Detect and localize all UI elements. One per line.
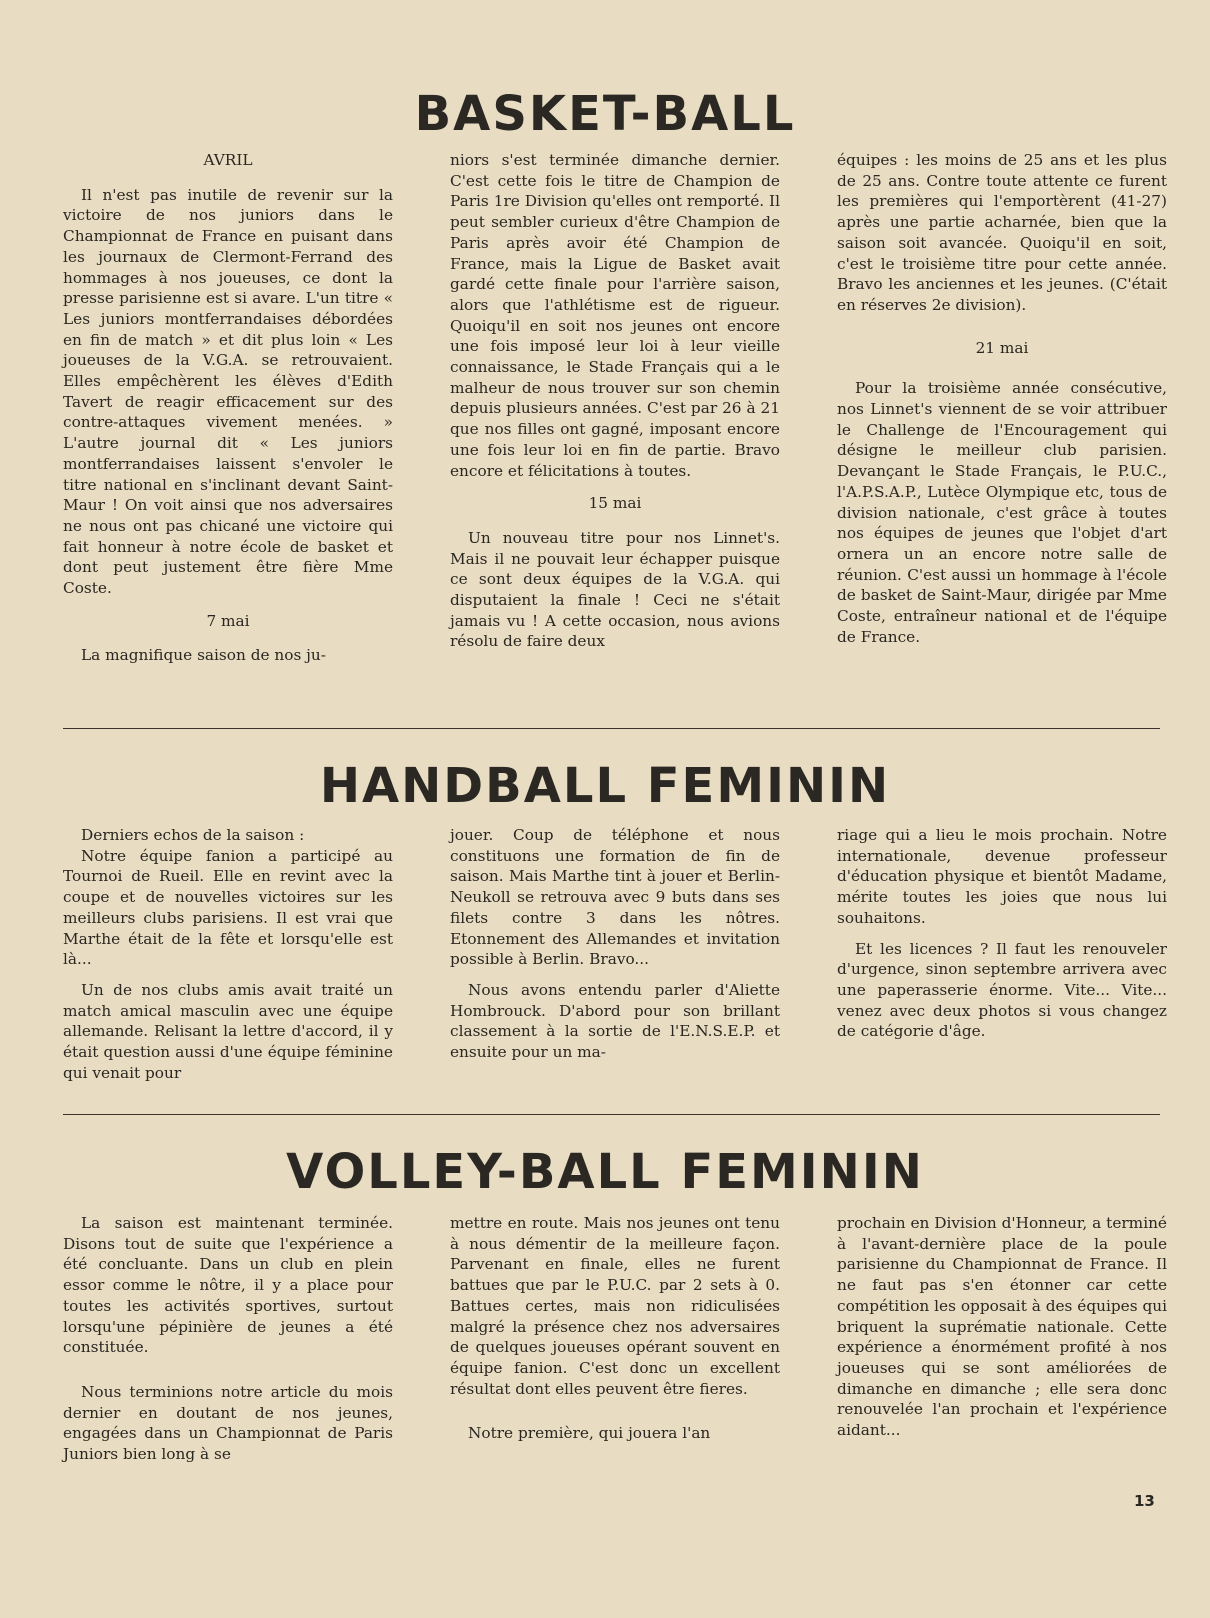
handball-heading: HANDBALL FEMININ xyxy=(319,758,891,814)
basketball-column-3 xyxy=(837,150,1167,666)
section-divider xyxy=(63,728,1160,729)
basketball-heading: BASKET-BALL xyxy=(414,86,796,142)
paragraph: mettre en route. Mais nos jeunes ont tenu à nous démentir de la meilleure façon. Parvenant en finale, elles ne furent battues que par le P.U.C. par 2 sets à 0. Battues certes, mais non ridiculisées malgré la présence chez nos adversaires de quelques joueuses opérant souvent en équipe fanion. C'est donc un excellent résultat dont elles peuvent être fieres. xyxy=(450,1214,780,1398)
handball-column-2 xyxy=(450,825,780,1083)
paragraph: niors s'est terminée dimanche dernier. C'est cette fois le titre de Champion de Paris 1re Division qu'elles ont remporté. Il peut sembler curieux d'être Champion de Paris après avoir été Champion de France, mais la Ligue de Basket avait gardé cette finale pour l'arrière saison, alors que l'athlétisme est de rigueur. Quoiqu'il en soit nos jeunes ont encore une fois imposé leur loi à leur vieille connaissance, le Stade Français qui a le malheur de nous trouver sur son chemin depuis plusieurs années. C'est par 26 à 21 que nos filles ont gagné, imposant encore une fois leur loi en fin de partie. Bravo encore et félicitations à toutes. xyxy=(450,151,780,480)
paragraph: Il n'est pas inutile de revenir sur la victoire de nos juniors dans le Championnat de France en puisant dans les journaux de Clermont-Ferrand des hommages à nos joueuses, ce dont la presse parisienne est si avare. L'un titre « Les juniors montferrandaises débordées en fin de match » et dit plus loin « Les joueuses de la V.G.A. se retrouvaient. Elles empêchèrent les élèves d'Edith Tavert de reagir efficacement sur des contre-attaques vivement menées. » L'autre journal dit « Les juniors montferrandaises laissent s'envoler le titre national en s'inclinant devant Saint-Maur ! On voit ainsi que nos adversaires ne nous ont pas chicané une victoire qui fait honneur à notre école de basket et dont peut justement être fière Mme Coste. xyxy=(63,185,393,598)
paragraph: riage qui a lieu le mois prochain. Notre internationale, devenue professeur d'éducation physique et bientôt Madame, mérite toutes les joies que nous lui souhaitons. xyxy=(837,826,1167,927)
handball-columns xyxy=(63,825,1168,1083)
paragraph: La saison est maintenant terminée. Disons tout de suite que l'expérience a été concluante. Dans un club en plein essor comme le nôtre, il y a place pour toutes les activités sportives, surtout lorsqu'une pépinière de jeunes a été constituée. xyxy=(63,1214,393,1357)
page-number: 13 xyxy=(1134,1492,1155,1510)
volleyball-heading: VOLLEY-BALL FEMININ xyxy=(286,1144,924,1200)
basketball-columns xyxy=(63,150,1168,666)
paragraph: Et les licences ? Il faut les renouveler d'urgence, sinon septembre arrivera avec une paperasserie énorme. Vite... Vite... venez avec deux photos si vous changez de catégorie d'âge. xyxy=(837,939,1167,1041)
paragraph: Un de nos clubs amis avait traité un match amical masculin avec une équipe allemande. Relisant la lettre d'accord, il y était question aussi d'une équipe féminine qui venait pour xyxy=(63,980,393,1082)
paragraph: Notre équipe fanion a participé au Tournoi de Rueil. Elle en revint avec la coupe et de nouvelles victoires sur les meilleurs clubs parisiens. Il est vrai que Marthe était de la fête et lorsqu'elle est là... xyxy=(63,846,393,969)
volleyball-column-1 xyxy=(63,1213,393,1465)
paragraph: Un nouveau titre pour nos Linnet's. Mais il ne pouvait leur échapper puisque ce sont deux équipes de la V.G.A. qui disputaient la finale ! Ceci ne s'était jamais vu ! A cette occasion, nous avions résolu de faire deux xyxy=(450,528,780,651)
basketball-column-2 xyxy=(450,150,780,666)
section-divider xyxy=(63,1114,1160,1115)
paragraph: prochain en Division d'Honneur, a terminé à l'avant-dernière place de la poule parisienne du Championnat de France. Il ne faut pas s'en étonner car cette compétition les opposait à des équipes qui briquent la suprématie nationale. Cette expérience a énormément profité à nos joueuses qui se sont améliorées de dimanche en dimanche ; elle sera donc renouvelée l'an prochain et l'expérience aidant... xyxy=(837,1214,1167,1440)
volleyball-column-2 xyxy=(450,1213,780,1465)
paragraph: Notre première, qui jouera l'an xyxy=(468,1424,711,1443)
handball-column-3 xyxy=(837,825,1167,1083)
basketball-column-1 xyxy=(63,150,393,666)
paragraph: La magnifique saison de nos ju- xyxy=(81,646,326,665)
paragraph: jouer. Coup de téléphone et nous constituons une formation de fin de saison. Mais Marthe tint à jouer et Berlin-Neukoll se retrouva avec 9 buts dans ses filets contre 3 dans les nôtres. Etonnement des Allemandes et invitation possible à Berlin. Bravo... xyxy=(450,826,780,969)
handball-column-1 xyxy=(63,825,393,1083)
paragraph: Pour la troisième année consécutive, nos Linnet's viennent de se voir attribuer le Challenge de l'Encouragement qui désigne le meilleur club parisien. Devançant le Stade Français, le P.U.C., l'A.P.S.A.P., Lutèce Olympique etc, tous de division nationale, c'est grâce à toutes nos équipes de jeunes que l'objet d'art ornera un an encore notre salle de réunion. C'est aussi un hommage à l'école de basket de Saint-Maur, dirigée par Mme Coste, entraîneur national et de l'équipe de France. xyxy=(837,379,1167,646)
paragraph: Nous avons entendu parler d'Aliette Hombrouck. D'abord pour son brillant classement à la sortie de l'E.N.S.E.P. et ensuite pour un ma- xyxy=(450,980,780,1062)
section-date-15-mai: 15 mai xyxy=(588,494,642,513)
section-date-7-mai: 7 mai xyxy=(206,611,250,630)
volleyball-column-3 xyxy=(837,1213,1167,1465)
paragraph: Nous terminions notre article du mois dernier en doutant de nos jeunes, engagées dans un Championnat de Paris Juniors bien long à se xyxy=(63,1382,393,1464)
paragraph: équipes : les moins de 25 ans et les plus de 25 ans. Contre toute attente ce furent les premières qui l'emportèrent (41-27) après une partie acharnée, bien que la saison soit avancée. Quoiqu'il en soit, c'est le troisième titre pour cette année. Bravo les anciennes et les jeunes. (C'était en réserves 2e division). xyxy=(837,151,1167,314)
volleyball-columns xyxy=(63,1213,1168,1465)
section-date-avril: AVRIL xyxy=(203,151,253,169)
section-date-21-mai: 21 mai xyxy=(975,338,1029,357)
paragraph: Derniers echos de la saison : xyxy=(81,826,305,844)
